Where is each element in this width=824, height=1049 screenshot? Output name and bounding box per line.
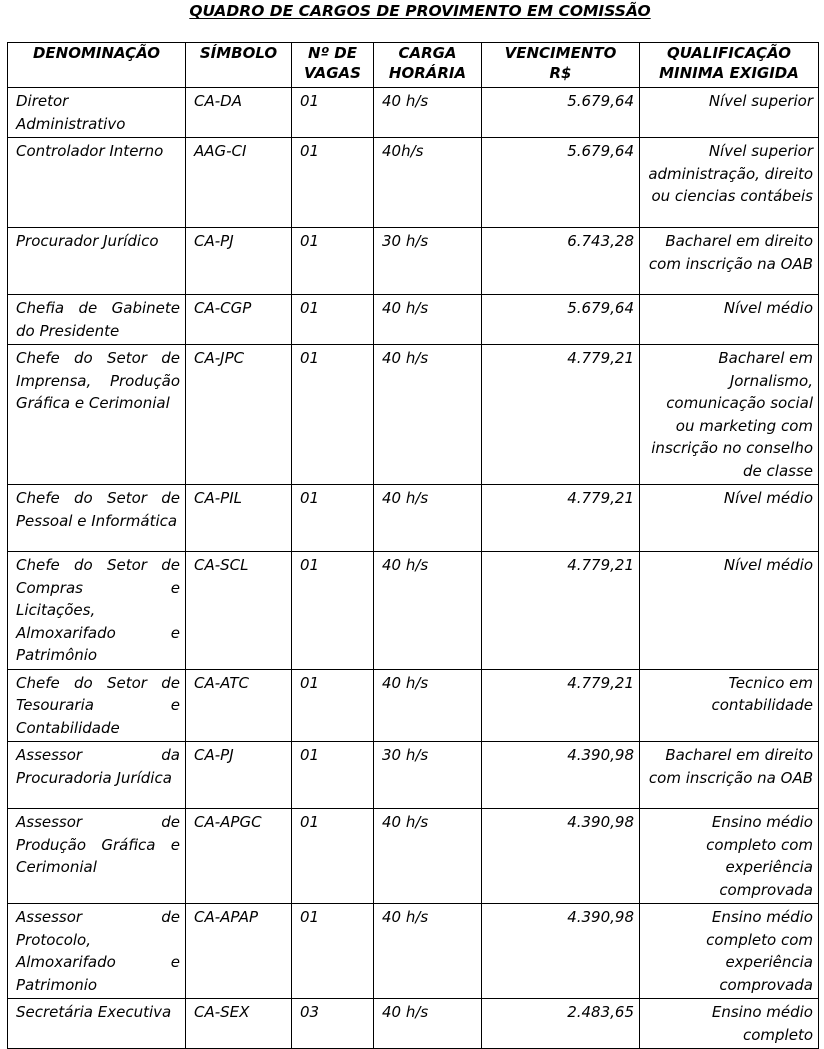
cell-denominacao: Assessor de Protocolo, Almoxarifado e Patrimonio [8,904,186,999]
cell-vagas: 01 [292,809,374,904]
cell-carga: 30 h/s [374,742,482,809]
cell-denominacao: Chefe do Setor de Tesouraria e Contabilidade [8,669,186,742]
cell-denominacao: Controlador Interno [8,138,186,228]
cell-qualificacao: Ensino médio completo [640,999,819,1049]
cell-qualificacao: Ensino médio completo com experiência comprovada [640,809,819,904]
cell-qualificacao: Nível superior [640,88,819,138]
table-row [8,295,819,345]
cell-vagas: 01 [292,295,374,345]
cell-vagas: 01 [292,669,374,742]
cell-vencimento: 2.483,65 [482,999,640,1049]
cell-vencimento: 5.679,64 [482,138,640,228]
cell-vagas: 01 [292,228,374,295]
cell-qualificacao: Nível superior administração, direito ou ciencias contábeis [640,138,819,228]
cell-carga: 40 h/s [374,345,482,485]
cell-simbolo: CA-APAP [186,904,292,999]
cell-denominacao: Secretária Executiva [8,999,186,1049]
table-row [8,228,819,295]
cell-simbolo: CA-APGC [186,809,292,904]
cell-carga: 40 h/s [374,552,482,670]
table-row [8,999,819,1049]
cell-vagas: 01 [292,138,374,228]
cell-vencimento: 5.679,64 [482,295,640,345]
header-vagas: Nº DE VAGAS [292,43,374,88]
cell-simbolo: CA-PJ [186,228,292,295]
table-header-row [8,43,819,88]
cell-vagas: 01 [292,88,374,138]
header-simbolo: SÍMBOLO [186,43,292,88]
cell-vagas: 01 [292,485,374,552]
table-row [8,742,819,809]
cell-denominacao: Chefe do Setor de Compras e Licitações, Almoxarifado e Patrimônio [8,552,186,670]
cell-qualificacao: Nível médio [640,552,819,670]
header-qualificacao: QUALIFICAÇÃO MINIMA EXIGIDA [640,43,819,88]
header-vencimento: VENCIMENTO R$ [482,43,640,88]
table-row [8,904,819,999]
cell-vagas: 01 [292,552,374,670]
table-row [8,669,819,742]
cell-denominacao: Chefia de Gabinete do Presidente [8,295,186,345]
cell-carga: 40 h/s [374,88,482,138]
cell-vencimento: 4.390,98 [482,742,640,809]
cell-qualificacao: Nível médio [640,295,819,345]
cell-denominacao: Assessor de Produção Gráfica e Cerimonial [8,809,186,904]
cell-simbolo: CA-CGP [186,295,292,345]
cell-vagas: 03 [292,999,374,1049]
cell-simbolo: AAG-CI [186,138,292,228]
header-denominacao: DENOMINAÇÃO [8,43,186,88]
cell-vencimento: 6.743,28 [482,228,640,295]
cell-simbolo: CA-PIL [186,485,292,552]
table-row [8,138,819,228]
cell-qualificacao: Nível médio [640,485,819,552]
cell-qualificacao: Tecnico em contabilidade [640,669,819,742]
cell-simbolo: CA-ATC [186,669,292,742]
cell-qualificacao: Bacharel em direito com inscrição na OAB [640,228,819,295]
cell-vencimento: 4.390,98 [482,809,640,904]
table-row [8,485,819,552]
header-carga: CARGA HORÁRIA [374,43,482,88]
cell-carga: 40 h/s [374,669,482,742]
cell-vencimento: 5.679,64 [482,88,640,138]
cell-vagas: 01 [292,345,374,485]
table-row [8,809,819,904]
cell-vencimento: 4.779,21 [482,345,640,485]
cell-vencimento: 4.779,21 [482,552,640,670]
cell-carga: 40 h/s [374,809,482,904]
cell-vencimento: 4.779,21 [482,485,640,552]
cell-denominacao: Chefe do Setor de Pessoal e Informática [8,485,186,552]
cell-carga: 40 h/s [374,999,482,1049]
cell-denominacao: Diretor Administrativo [8,88,186,138]
cell-qualificacao: Ensino médio completo com experiência comprovada [640,904,819,999]
cell-vagas: 01 [292,742,374,809]
cell-qualificacao: Bacharel em direito com inscrição na OAB [640,742,819,809]
cell-vencimento: 4.779,21 [482,669,640,742]
cell-carga: 40 h/s [374,295,482,345]
cell-denominacao: Assessor da Procuradoria Jurídica [8,742,186,809]
table-row [8,345,819,485]
cell-vencimento: 4.390,98 [482,904,640,999]
cell-carga: 40 h/s [374,904,482,999]
cell-denominacao: Chefe do Setor de Imprensa, Produção Gráfica e Cerimonial [8,345,186,485]
positions-table [7,42,819,1049]
cell-simbolo: CA-SCL [186,552,292,670]
cell-qualificacao: Bacharel em Jornalismo, comunicação social ou marketing com inscrição no conselho de classe [640,345,819,485]
cell-denominacao: Procurador Jurídico [8,228,186,295]
cell-carga: 30 h/s [374,228,482,295]
cell-simbolo: CA-SEX [186,999,292,1049]
page-title: QUADRO DE CARGOS DE PROVIMENTO EM COMISSÃO [189,2,651,20]
cell-simbolo: CA-DA [186,88,292,138]
table-row [8,552,819,670]
cell-simbolo: CA-PJ [186,742,292,809]
cell-vagas: 01 [292,904,374,999]
cell-carga: 40 h/s [374,485,482,552]
table-row [8,88,819,138]
cell-carga: 40h/s [374,138,482,228]
cell-simbolo: CA-JPC [186,345,292,485]
